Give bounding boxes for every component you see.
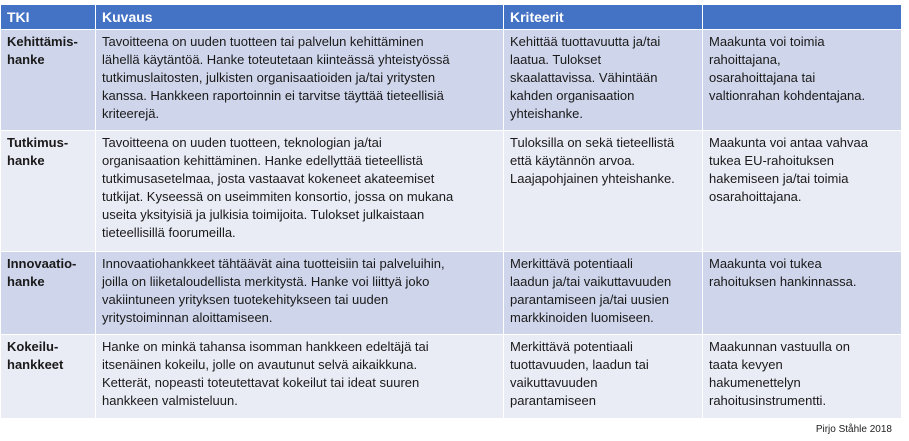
row-type: Kehittämis- hanke xyxy=(7,34,78,67)
header-row xyxy=(1,5,902,30)
kuvaus-cell: Hanke on minkä tahansa isomman hankkeen edeltäjä tai itsenäinen kokeilu, jolle on avautunut selvä aikaikkuna. Ketterät, nopeasti toteutettavat kokeilut tai ideat suuren hankkeen valmisteluun. xyxy=(96,335,504,419)
maakunta-cell: Maakunta voi antaa vahvaa tukea EU-rahoituksen hakemiseen ja/tai toimia osarahoittajana. xyxy=(703,131,902,252)
maakunta-cell: Maakunta voi tukea rahoituksen hankinnassa. xyxy=(703,252,902,335)
header-kriteerit: Kriteerit xyxy=(504,5,703,30)
kriteerit-cell: Tuloksilla on sekä tieteellistä että käytännön arvoa. Laajapohjainen yhteishanke. xyxy=(504,131,703,252)
row-type-cell xyxy=(1,252,96,335)
row-type: Kokeilu- hankkeet xyxy=(7,339,64,372)
kuvaus-cell: Tavoitteena on uuden tuotteen, teknologian ja/tai organisaation kehittäminen. Hanke edellyttää tieteellistä tutkimusasetelmaa, josta vastaavat kokeneet akateemiset tutkijat. Kyseessä on useimmiten konsortio, jossa on mukana useita yksityisiä ja julkisia toimijoita. Tulokset julkaistaan tieteellisillä foorumeilla. xyxy=(96,131,504,252)
table-row xyxy=(1,30,902,131)
header-tki: TKI xyxy=(1,5,96,30)
row-type-cell xyxy=(1,30,96,131)
header-kuvaus: Kuvaus xyxy=(96,5,504,30)
maakunta-cell: Maakunta voi toimia rahoittajana, osarahoittajana tai valtionrahan kohdentajana. xyxy=(703,30,902,131)
row-type-cell xyxy=(1,335,96,419)
table-row xyxy=(1,252,902,335)
kuvaus-cell: Innovaatiohankkeet tähtäävät aina tuotteisiin tai palveluihin, joilla on liiketaloudellista merkitystä. Hanke voi liittyä joko vakiintuneen yrityksen tuotekehitykseen tai uuden yritystoiminnan aloittamiseen. xyxy=(96,252,504,335)
table-row xyxy=(1,335,902,419)
header-maakunta xyxy=(703,5,902,30)
author-credit: Pirjo Ståhle 2018 xyxy=(815,424,892,435)
row-type-cell xyxy=(1,131,96,252)
kuvaus-cell: Tavoitteena on uuden tuotteen tai palvelun kehittäminen lähellä käytäntöä. Hanke toteutetaan kiinteässä yhteistyössä tutkimuslaitosten, julkisten organisaatioiden ja/tai yritysten kanssa. Hankkeen raportoinnin ei tarvitse täyttää tieteellisiä kriteerejä. xyxy=(96,30,504,131)
table-row xyxy=(1,131,902,252)
kriteerit-cell: Kehittää tuottavuutta ja/tai laatua. Tulokset skaalattavissa. Vähintään kahden organisaation yhteishanke. xyxy=(504,30,703,131)
row-type: Innovaatio- hanke xyxy=(7,256,77,289)
kriteerit-cell: Merkittävä potentiaali laadun ja/tai vaikuttavuuden parantamiseen ja/tai uusien markkinoiden luomiseen. xyxy=(504,252,703,335)
tki-table xyxy=(0,4,902,419)
row-type: Tutkimus- hanke xyxy=(7,135,69,168)
kriteerit-cell: Merkittävä potentiaali tuottavuuden, laadun tai vaikuttavuuden parantamiseen xyxy=(504,335,703,419)
maakunta-cell: Maakunnan vastuulla on taata kevyen hakumenettelyn rahoitusinstrumentti. xyxy=(703,335,902,419)
